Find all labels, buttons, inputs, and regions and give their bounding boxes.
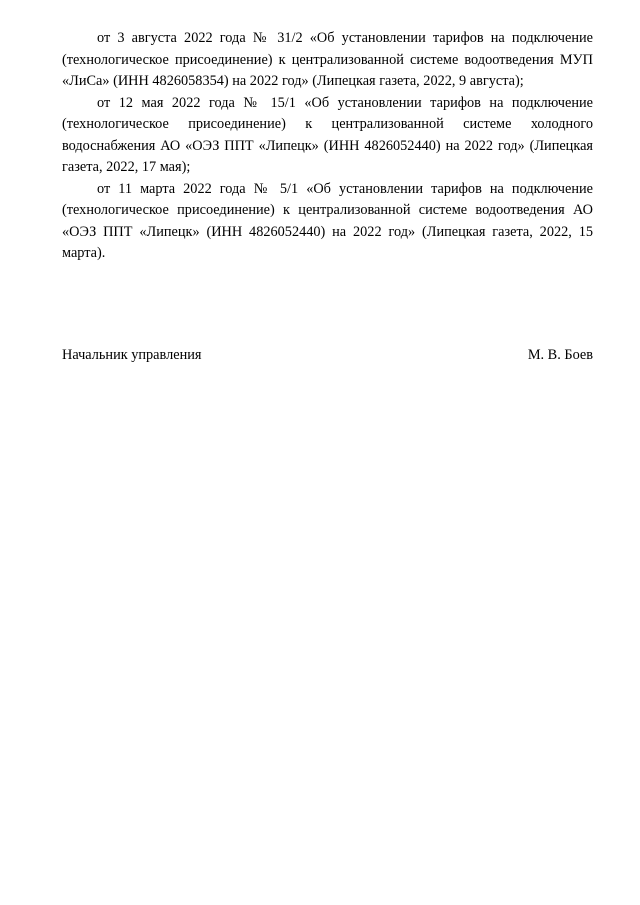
paragraph-decree-5-1: от 11 марта 2022 года № 5/1 «Об установлении тарифов на подключение (технологическое присоединение) к централизованной системе водоотведения АО «ОЭЗ ППТ «Липецк» (ИНН 4826052440) на 2022 год» (Липецкая газета, 2022, 15 марта).	[62, 180, 593, 261]
document-body	[62, 28, 593, 265]
paragraph-decree-15-1: от 12 мая 2022 года № 15/1 «Об установлении тарифов на подключение (технологическое присоединение) к централизованной системе холодного водоснабжения АО «ОЭЗ ППТ «Липецк» (ИНН 4826052440) на 2022 год» (Липецкая газета, 2022, 17 мая);	[62, 94, 593, 175]
paragraph-decree-31-2: от 3 августа 2022 года № 31/2 «Об установлении тарифов на подключение (технологическое присоединение) к централизованной системе водоотведения МУП «ЛиСа» (ИНН 4826058354) на 2022 год» (Липецкая газета, 2022, 9 августа);	[62, 30, 593, 89]
signature-block	[62, 345, 593, 367]
signatory-position: Начальник управления	[62, 347, 202, 364]
signatory-name: М. В. Боев	[527, 347, 593, 364]
